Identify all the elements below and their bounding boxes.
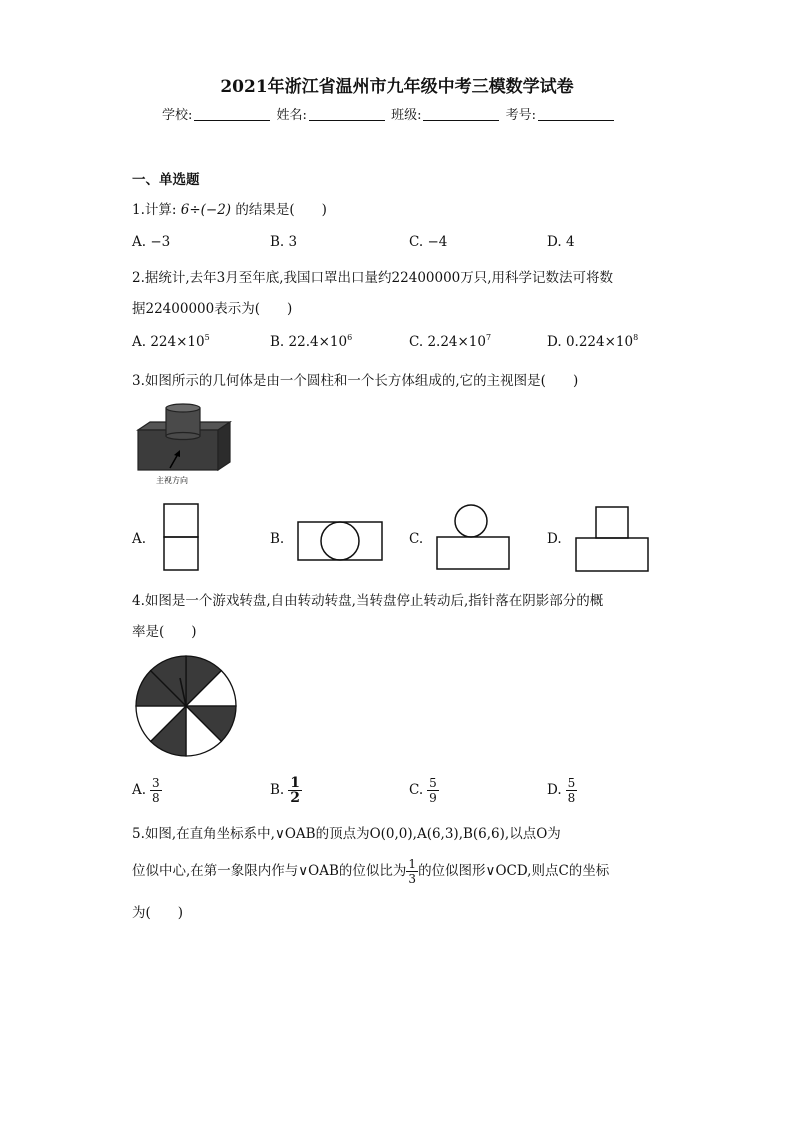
q3-option-a-label[interactable]: A. [132,531,147,547]
q2-option-c[interactable]: C. $2.24\times 10^7$ [409,333,492,350]
student-info-row [162,104,616,123]
q1-option-d[interactable]: D. 4 [547,234,575,250]
name-label: 姓名: [276,108,307,123]
exam-no-blank[interactable] [538,108,614,121]
q1-option-b[interactable]: B. 3 [270,234,298,250]
q5-line-3: 为( ) [132,905,184,921]
question-3: 3.如图所示的几何体是由一个圆柱和一个长方体组成的,它的主视图是( ) [132,373,579,389]
q1-prefix: 1.计算: [132,202,177,218]
q3-option-c-label[interactable]: C. [409,531,424,547]
school-blank[interactable] [194,108,270,121]
q2-option-b[interactable]: B. $22.4\times 10^6$ [270,333,353,350]
class-label: 班级: [391,108,422,123]
q5-line-2: 位似中心,在第一象限内作与∨OAB的位似比为 $\frac{1}{3}$ 的位似图形∨OCD,则点C的坐标 [132,857,610,886]
q4-option-b[interactable]: B. $\frac{1}{2}$ [270,775,300,806]
q4-option-d[interactable]: D. $\frac{5}{8}$ [547,776,576,805]
q5-ratio: $\frac{1}{3}$ [408,857,417,886]
school-label: 学校: [162,108,193,123]
q3-option-d-label[interactable]: D. [547,531,562,547]
view-direction-label: 主视方向 [156,476,188,485]
q1-option-c[interactable]: C. −4 [409,234,448,250]
q3-option-c-figure[interactable] [435,503,515,571]
q2-option-a[interactable]: A. $224\times 10^5$ [132,333,210,350]
q3-option-d-figure[interactable] [574,505,654,573]
q2-line-1: 2.据统计,去年3月至年底,我国口罩出口量约22400000万只,用科学记数法可将数 [132,270,614,286]
cylinder-top [166,404,200,412]
q4-line-1: 4.如图是一个游戏转盘,自由转动转盘,当转盘停止转动后,指针落在阴影部分的概 [132,593,604,609]
q5-line-1: 5.如图,在直角坐标系中,∨OAB的顶点为O(0,0),A(6,3),B(6,6),以点O为 [132,826,561,842]
q3-option-b-label[interactable]: B. [270,531,285,547]
q2-option-d[interactable]: D. $0.224\times 10^8$ [547,333,639,350]
q4-line-2: 率是( ) [132,624,197,640]
exam-no-label: 考号: [505,108,536,123]
q3-option-a-figure[interactable] [162,502,202,572]
section-title: 一、单选题 [132,172,200,188]
q4-option-a[interactable]: A. $\frac{3}{8}$ [132,776,160,805]
question-1 [132,198,327,218]
spinner-figure [134,654,238,758]
q1-suffix: 的结果是( ) [235,202,327,218]
q2-line-2: 据22400000表示为( ) [132,301,293,317]
q1-expression: 6÷(−2) [180,202,232,218]
name-blank[interactable] [309,108,385,121]
q3-option-b-figure[interactable] [296,520,386,564]
box-side-face [218,422,230,470]
class-blank[interactable] [423,108,499,121]
q1-option-a[interactable]: A. −3 [132,234,171,250]
q4-option-c[interactable]: C. $\frac{5}{9}$ [409,776,437,805]
exam-title: 2021年浙江省温州市九年级中考三模数学试卷 [220,77,574,97]
